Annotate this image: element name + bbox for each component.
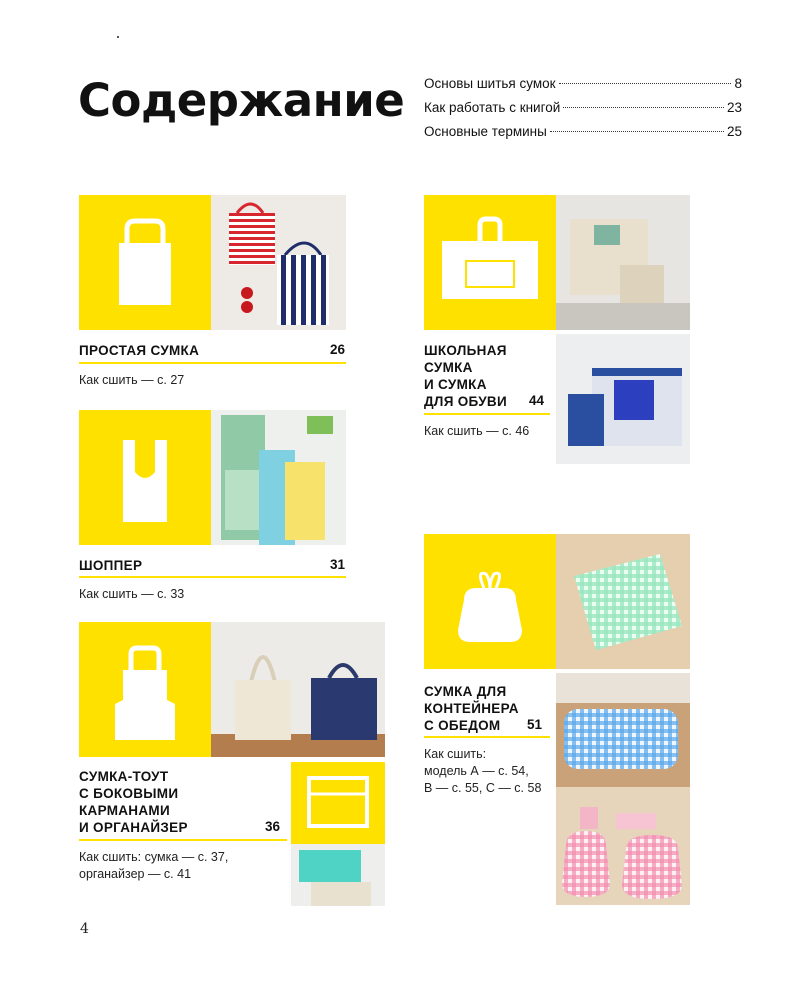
lunch-bag-photo-top (556, 534, 690, 669)
how-to-sew-line: Как сшить: сумка — с. 37, (79, 850, 229, 864)
lunch-bag-photo-middle (556, 673, 690, 787)
entry-title-line: И СУМКА (424, 377, 487, 392)
toc-leader (559, 83, 732, 84)
shopper-pictogram-tile (79, 410, 211, 545)
entry-page-number: 26 (329, 342, 345, 357)
entry-title-multiline (79, 768, 188, 836)
tote-with-pockets-icon (79, 622, 211, 757)
simple-bag-photo (211, 195, 346, 330)
school-bag-photo-bottom (556, 334, 690, 464)
how-to-sew-ref (424, 746, 541, 797)
toc-list (424, 76, 742, 148)
entry-title: ПРОСТАЯ СУМКА (79, 343, 200, 358)
blue-bags-image (556, 334, 690, 464)
shopper-bag-icon (79, 410, 211, 545)
how-to-sew-line: модель А — с. 54, (424, 764, 529, 778)
how-to-sew-ref: Как сшить — с. 33 (79, 587, 185, 601)
striped-bags-image (211, 195, 346, 330)
tote-photo (211, 622, 385, 757)
how-to-sew-line: органайзер — с. 41 (79, 867, 192, 881)
lunch-bag-pictogram-tile (424, 534, 556, 669)
lunch-bag-photo-bottom (556, 787, 690, 905)
toc-item-label: Как работать с книгой (424, 100, 561, 115)
toc-item-label: Основы шитья сумок (424, 76, 556, 91)
entry-page-number: 36 (264, 819, 280, 834)
tote-bag-icon (79, 195, 211, 330)
toc-leader (563, 107, 724, 108)
page-number: 4 (80, 921, 89, 937)
simple-bag-pictogram-tile (79, 195, 211, 330)
entry-divider (79, 362, 346, 364)
entry-title: ШОППЕР (79, 558, 143, 573)
quilted-bags-image (556, 195, 690, 330)
entry-title-line: СУМКА (424, 360, 473, 375)
toc-item-label: Основные термины (424, 124, 547, 139)
entry-title-line: ШКОЛЬНАЯ (424, 343, 507, 358)
how-to-sew-line: В — с. 55, С — с. 58 (424, 781, 542, 795)
school-bag-pictogram-tile (424, 195, 556, 330)
print-mark (117, 36, 119, 38)
entry-page-number: 44 (528, 393, 544, 408)
entry-title-line: СУМКА-ТОУТ (79, 769, 169, 784)
tote-bags-image (211, 622, 385, 757)
toc-item[interactable] (424, 100, 742, 124)
school-bag-photo-top (556, 195, 690, 330)
entry-page-number: 31 (329, 557, 345, 572)
entry-divider (424, 413, 550, 415)
entry-title-line: ДЛЯ ОБУВИ (424, 394, 507, 409)
entry-title-multiline (424, 342, 507, 410)
how-to-sew-line: Как сшить: (424, 747, 487, 761)
organizer-photo (291, 844, 385, 906)
organizer-image (291, 844, 385, 906)
organizer-icon (291, 762, 385, 844)
toc-item[interactable] (424, 124, 742, 148)
toc-item-page: 8 (734, 76, 742, 91)
entry-divider (79, 839, 287, 841)
shopper-bags-image (211, 410, 346, 545)
drawstring-bag-icon (424, 534, 556, 669)
toc-item[interactable] (424, 76, 742, 100)
shopper-photo (211, 410, 346, 545)
tote-pictogram-tile (79, 622, 211, 757)
toc-item-page: 25 (726, 124, 742, 139)
how-to-sew-ref: Как сшить — с. 46 (424, 424, 530, 438)
entry-divider (79, 576, 346, 578)
entry-title-line: С ОБЕДОМ (424, 718, 501, 733)
entry-title-line: КОНТЕЙНЕРА (424, 701, 519, 716)
gingham-pouch-image (556, 534, 690, 669)
entry-title-line: С БОКОВЫМИ (79, 786, 179, 801)
entry-title-multiline (424, 683, 519, 734)
entry-title-line: СУМКА ДЛЯ (424, 684, 507, 699)
entry-title-line: КАРМАНАМИ (79, 803, 170, 818)
school-bag-icon (424, 195, 556, 330)
toc-item-page: 23 (726, 100, 742, 115)
organizer-pictogram-tile (291, 762, 385, 844)
entry-divider (424, 736, 550, 738)
toc-leader (550, 131, 724, 132)
entry-page-number: 51 (526, 717, 542, 732)
page-title: Содержание (78, 74, 405, 127)
how-to-sew-ref: Как сшить — с. 27 (79, 373, 185, 387)
how-to-sew-ref (79, 849, 228, 883)
blue-gingham-case-image (556, 673, 690, 787)
entry-title-line: И ОРГАНАЙЗЕР (79, 820, 188, 835)
pink-drawstring-bags-image (556, 787, 690, 905)
